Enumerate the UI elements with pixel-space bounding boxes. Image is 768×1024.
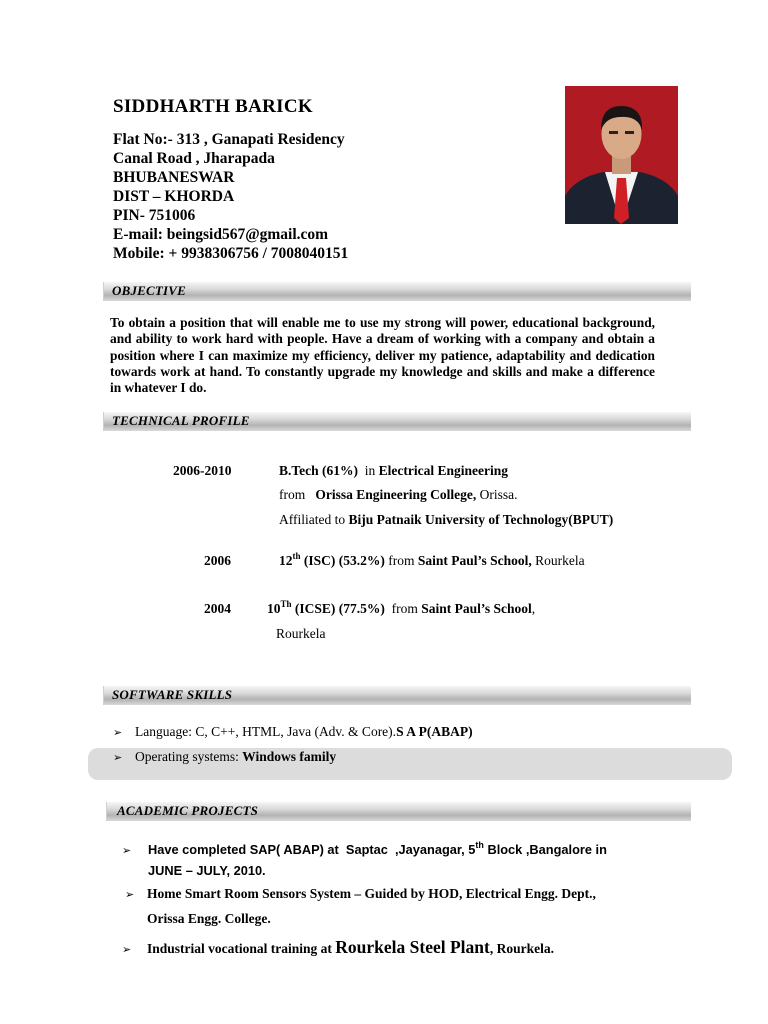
- tenth-board: (ICSE) (77.5%): [291, 601, 385, 616]
- section-header-academic: [106, 802, 691, 821]
- project-sap-line1a: Have completed SAP( ABAP) at Saptac ,Jayanagar, 5: [148, 842, 476, 857]
- project-sap-sup: th: [475, 840, 484, 850]
- address-line-district: DIST – KHORDA: [113, 188, 235, 205]
- btech-college: Orissa Engineering College,: [315, 487, 477, 502]
- twelfth-line: [279, 553, 585, 569]
- address-line-road: Canal Road , Jharapada: [113, 150, 275, 167]
- btech-affiliation-line: [279, 512, 613, 528]
- project-vocational-plant: Rourkela Steel Plant: [335, 937, 490, 957]
- twelfth-num: 12: [279, 553, 293, 568]
- twelfth-sup: th: [292, 551, 301, 561]
- arrow-bullet-icon: ➢: [113, 726, 123, 739]
- section-header-technical: [103, 412, 691, 431]
- project-sap-line1b: Block ,Bangalore in: [483, 842, 607, 857]
- project-vocational-b: , Rourkela.: [489, 941, 554, 956]
- twelfth-board: (ISC) (53.2%): [300, 553, 385, 568]
- arrow-bullet-icon: ➢: [113, 751, 123, 764]
- arrow-bullet-icon: ➢: [125, 888, 135, 901]
- skill-os: [113, 749, 336, 765]
- tenth-line: [267, 601, 535, 617]
- project-vocational-a: Industrial vocational training at: [147, 941, 336, 956]
- section-header-objective: [103, 282, 691, 301]
- tenth-school: Saint Paul’s School: [421, 601, 532, 616]
- btech-from-text: from: [279, 487, 316, 502]
- project-smart-room-line2: Orissa Engg. College.: [147, 911, 271, 926]
- section-title-software: SOFTWARE SKILLS: [112, 687, 233, 702]
- profile-photo: [565, 86, 678, 224]
- section-title-technical: TECHNICAL PROFILE: [112, 413, 250, 428]
- address-line-flat: Flat No:- 313 , Ganapati Residency: [113, 131, 345, 148]
- section-title-objective: OBJECTIVE: [112, 283, 187, 298]
- btech-college-place: Orissa.: [476, 487, 518, 502]
- mobile-line: Mobile: + 9938306756 / 7008040151: [113, 245, 349, 262]
- address-line-city: BHUBANESWAR: [113, 169, 235, 186]
- contact-block: [113, 130, 348, 263]
- section-title-academic: ACADEMIC PROJECTS: [117, 803, 259, 818]
- btech-in-text: in: [358, 463, 379, 478]
- arrow-bullet-icon: ➢: [122, 844, 132, 857]
- skill-language-text: Language: C, C++, HTML, Java (Adv. & Core).: [135, 724, 397, 739]
- tenth-sup: Th: [280, 599, 292, 609]
- tenth-from-text: from: [384, 601, 422, 616]
- btech-degree: B.Tech (61%): [279, 463, 359, 478]
- candidate-name: SIDDHARTH BARICK: [113, 96, 313, 117]
- btech-field: Electrical Engineering: [378, 463, 509, 478]
- twelfth-year: 2006: [204, 553, 231, 568]
- btech-affiliated-text: Affiliated to: [279, 512, 349, 527]
- twelfth-from-text: from: [384, 553, 418, 568]
- twelfth-school: Saint Paul’s School,: [417, 553, 532, 568]
- address-line-pin: PIN- 751006: [113, 207, 196, 224]
- twelfth-place: Rourkela: [531, 553, 585, 568]
- objective-text: To obtain a position that will enable me to use my strong will power, educational background, and ability to work hard with people. Have a dream of working with a company and obtain a position where I can maximize my efficiency, deliver my patience, adaptability and dedication towards work at hand. To constantly upgrade my knowledge and skills and make a difference in whatever I do.: [110, 315, 655, 396]
- btech-college-line: [279, 487, 518, 503]
- tenth-num: 10: [267, 601, 281, 616]
- skill-os-value: Windows family: [242, 749, 337, 764]
- btech-university: Biju Patnaik University of Technology(BPUT): [348, 512, 614, 527]
- project-smart-room: [125, 886, 596, 902]
- btech-year: 2006-2010: [173, 463, 232, 478]
- project-smart-room-line1: Home Smart Room Sensors System – Guided by HOD, Electrical Engg. Dept.,: [147, 886, 596, 901]
- project-vocational: [122, 937, 554, 958]
- tenth-year: 2004: [204, 601, 231, 616]
- btech-line: [279, 463, 508, 479]
- email-line: E-mail: beingsid567@gmail.com: [113, 226, 329, 243]
- project-sap: [122, 842, 607, 857]
- project-sap-line2: JUNE – JULY, 2010.: [148, 863, 266, 878]
- tenth-comma: ,: [531, 601, 536, 616]
- section-header-software: [103, 686, 691, 705]
- skill-os-text: Operating systems:: [135, 749, 243, 764]
- skill-language: [113, 724, 473, 740]
- skill-language-sap: S A P(ABAP): [396, 724, 473, 739]
- arrow-bullet-icon: ➢: [122, 943, 132, 956]
- tenth-place: Rourkela: [276, 626, 326, 641]
